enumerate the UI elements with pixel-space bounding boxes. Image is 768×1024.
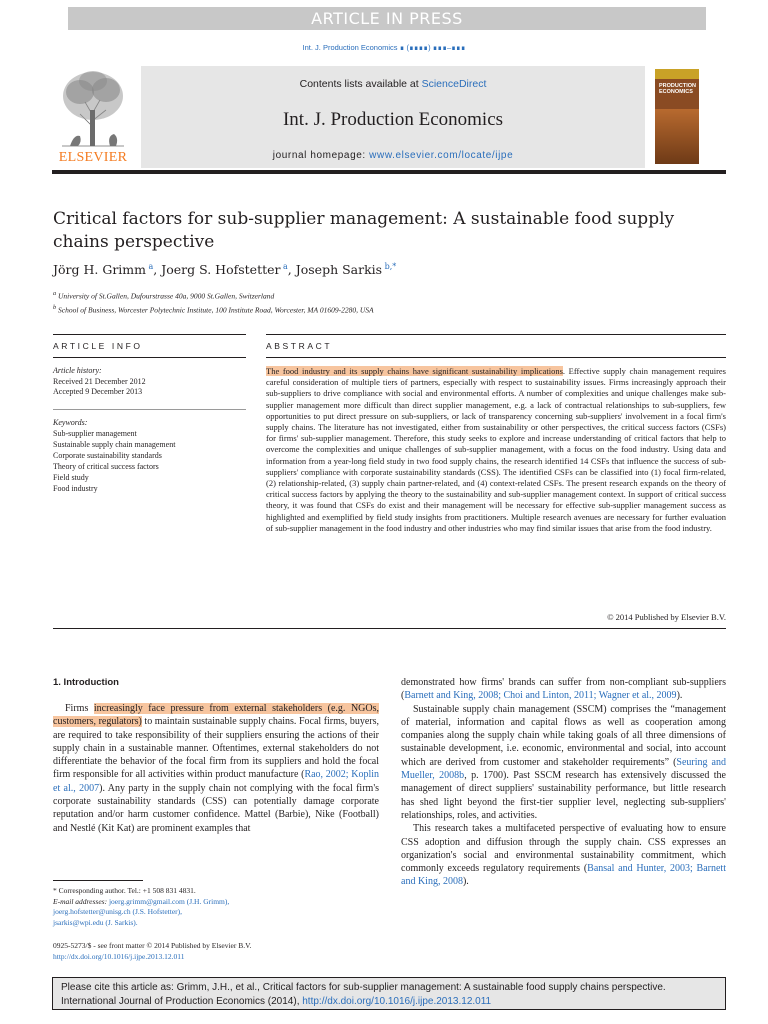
text-highlight: increasingly face pressure from external stakeholders (e.g. NGOs, customers, regulators) <box>53 703 379 728</box>
affiliation-sup: b <box>53 303 57 311</box>
journal-reference[interactable]: Int. J. Production Economics ∎ (∎∎∎∎) ∎∎∎–∎∎∎ <box>302 43 466 52</box>
text-run: ). <box>462 876 469 888</box>
publisher-wordmark: ELSEVIER <box>58 150 128 165</box>
abstract-top-rule <box>266 334 726 335</box>
front-matter <box>53 941 373 962</box>
citation-line: Please cite this article as: Grimm, J.H., et al., Critical factors for sub-supplier management: A sustainable food supply chains perspective. <box>61 982 666 993</box>
paragraph <box>53 702 379 835</box>
doi-link[interactable]: http://dx.doi.org/10.1016/j.ijpe.2013.12.011 <box>53 951 185 961</box>
author-list: Jörg H. Grimm $^a$, Joerg S. Hofstetter $^a$, Joseph Sarkis $^{b,*}$ <box>53 262 397 278</box>
footnote-rule <box>53 880 143 881</box>
citation-link[interactable]: Bansal and Hunter, 2003; Barnett and King, 2008 <box>401 863 726 888</box>
journal-homepage-line <box>141 150 645 161</box>
text-run: , p. 1700). Past SSCM research has extensively discussed the management of direct suppliers' sustainability performance, but little research has shed light beyond the first-tier supplier level, neglecting sub-suppliers' relationships, roles, and activities. <box>401 770 726 821</box>
citation-link[interactable]: Seuring and Mueller, 2008b <box>401 756 726 782</box>
text-run: Sustainable supply chain management (SSCM) comprises the “management of material, information and capital flows as well as cooperation among companies along the supply chain while taking goals of all three dimensions of sustainable development, i.e. economic, environmental and social, into account which are derived from customer and stakeholder requirements” ( <box>401 703 726 768</box>
journal-title: Int. J. Production Economics <box>282 109 504 130</box>
abstract-sub-rule <box>266 357 726 358</box>
affiliation-text: School of Business, Worcester Polytechnic Institute, 100 Institute Road, Worcester, MA 01609-2280, USA <box>58 305 374 314</box>
author-affiliation-sup[interactable]: b,* <box>384 262 397 271</box>
abstract-text: . Effective supply chain management requires careful consideration of multiple tiers of partners, especially with respect to sustainability issues. Firms increasingly approach their sub-suppliers to drive compliance with social and environmental efforts. A number of complexities and unique challenges make sub-supplier management more difficult than direct supplier management, e.g. a lack of contractual relationships to sub-suppliers, few opportunities to put direct pressure on sub-suppliers, or lack of transparency concerning sub-suppliers' involvement in a focal firm's supply chains. The literature has not investigated, either from sustainability or other perspectives, the critical success factors (CSFs) for firms' sub-supplier management. Therefore, this study seeks to explore and increase understanding of critical factors that help to overcome the complexities and unique challenges of sub-supplier management, with a focus on the food industry. Using data and information from a year-long field study in two food supply chains, the research identified 14 CSFs that influence the success of sub-suppliers' compliance with corporate sustainability standards (CSS). The identified CSFs can be classified into (1) focal firm-related, (2) relationship-related, (3) supply chain partner-related, and (4) context-related CSFs. The present research expands on the theory of critical success factors by applying the theory to the sustainability and sub-supplier management context. In support of critical success theory, it was found that CSFs do exist and their management will be necessary for effective sub-supplier management success as highlighted and exemplified by field study insights from practitioners. Multiple research avenues are necessary for further evaluation of sub-supplier management in the food industry and other industries who may find similar issues that arise from the food industry. <box>266 366 726 533</box>
article-in-press-banner: ARTICLE IN PRESS <box>68 7 706 30</box>
body-column-left <box>53 702 379 835</box>
paragraph <box>401 676 726 703</box>
article-info-heading: ARTICLE INFO <box>53 341 143 351</box>
homepage-prefix: journal homepage: <box>272 150 370 161</box>
text-run: This research takes a multifaceted perspective of evaluating how to ensure CSS adoption and diffusion through the supply chain. CSS expresses an organization's social and environmental sustainability commitment, which commonly exceeds regulatory requirements ( <box>401 823 726 875</box>
keywords-label: Keywords: <box>53 418 88 427</box>
cover-title: PRODUCTION ECONOMICS <box>659 83 696 95</box>
abstract-body <box>266 366 726 534</box>
abstract-copyright: © 2014 Published by Elsevier B.V. <box>607 612 726 622</box>
accepted-date: Accepted 9 December 2013 <box>53 387 143 396</box>
keyword: Sustainable supply chain management <box>53 440 176 449</box>
author-affiliation-sup[interactable]: a <box>283 262 288 271</box>
text-run: ). <box>676 690 683 702</box>
received-date: Received 21 December 2012 <box>53 376 146 386</box>
abstract-highlight: The food industry and its supply chains have significant sustainability implications <box>266 366 563 376</box>
article-history <box>53 366 243 398</box>
affiliation-sup: a <box>53 290 57 297</box>
author-name[interactable]: Joseph Sarkis <box>295 262 383 278</box>
keyword: Field study <box>53 473 89 482</box>
front-matter-text: 0925-5273/$ - see front matter © 2014 Published by Elsevier B.V. <box>53 941 252 950</box>
affiliation <box>53 302 713 316</box>
email-link[interactable]: joerg.grimm@gmail.com (J.H. Grimm), <box>108 896 230 906</box>
sciencedirect-link[interactable]: ScienceDirect <box>421 78 487 90</box>
article-info-sub-rule <box>53 357 246 358</box>
text-run: Firms <box>65 703 94 714</box>
keyword: Sub-supplier management <box>53 429 137 438</box>
author-affiliation-sup[interactable]: a <box>148 262 154 271</box>
email-link[interactable]: joerg.hofstetter@unisg.ch (J.S. Hofstetter), <box>53 907 183 916</box>
text-run: demonstrated how firms' brands can suffer from non-compliant sub-suppliers ( <box>401 677 726 702</box>
email-label: E-mail addresses: <box>53 896 109 906</box>
text-run: ). Any party in the supply chain not complying with the focal firm's corporate sustainability standards (CSS) can potentially damage corporate reputation and/or harm customer confidence. Mattel (Barbie), Nike (Football) and Nestlé (Kit Kat) are prominent examples that <box>53 782 380 834</box>
footnotes <box>53 886 373 928</box>
article-info-divider <box>53 409 246 410</box>
paper-title: Critical factors for sub-supplier management: A sustainable food supply chains perspective <box>53 209 675 252</box>
affiliation-text: University of St.Gallen, Dufourstrasse 40a, 9000 St.Gallen, Switzerland <box>58 291 275 301</box>
abstract-heading: ABSTRACT <box>266 341 333 351</box>
paragraph <box>401 703 726 823</box>
homepage-link[interactable]: www.elsevier.com/locate/ijpe <box>369 150 514 161</box>
citation-link[interactable]: Barnett and King, 2008; Choi and Linton, 2011; Wagner et al., 2009 <box>404 690 677 702</box>
affiliation <box>53 288 713 302</box>
author-name[interactable]: Jörg H. Grimm <box>53 262 146 278</box>
citation-line: International Journal of Production Economics (2014), <box>61 995 303 1007</box>
keyword: Theory of critical success factors <box>53 462 159 471</box>
keywords <box>53 417 243 494</box>
author-name[interactable]: Joerg S. Hofstetter <box>161 262 281 278</box>
keyword: Food industry <box>53 484 98 493</box>
contents-line <box>141 78 645 90</box>
paragraph <box>401 822 726 888</box>
elsevier-tree-logo-icon <box>52 66 134 168</box>
affiliations <box>53 288 713 315</box>
journal-header-panel <box>141 66 645 168</box>
header-rule <box>52 170 726 174</box>
contents-prefix: Contents lists available at <box>299 78 422 90</box>
citation-doi-link[interactable]: http://dx.doi.org/10.1016/j.ijpe.2013.12.011 <box>302 995 492 1007</box>
article-info-top-rule <box>53 334 246 335</box>
citation-box <box>52 977 726 1010</box>
corresponding-author-note: * Corresponding author. Tel.: +1 508 831 4831. <box>53 886 196 895</box>
keyword: Corporate sustainability standards <box>53 451 162 460</box>
journal-cover-thumbnail-icon <box>655 69 699 164</box>
body-column-right <box>401 676 726 889</box>
journal-masthead <box>52 66 700 169</box>
history-label: Article history: <box>53 366 102 375</box>
abstract-bottom-rule <box>53 628 726 629</box>
citation-link[interactable]: Rao, 2002; Koplin et al., 2007 <box>53 769 379 794</box>
section-heading-introduction: 1. Introduction <box>53 677 119 688</box>
text-run: to maintain sustainable supply chains. Focal firms, buyers, are required to take responsibility of their suppliers ensuring the actions of their supply chain in a sustainable manner. Oftentimes, external stakeholders do not differentiate the behavior of the focal firm from its suppliers and hold the focal firm responsible for all activities within product manufacture ( <box>53 716 379 781</box>
email-link[interactable]: jsarkis@wpi.edu (J. Sarkis). <box>53 917 138 927</box>
